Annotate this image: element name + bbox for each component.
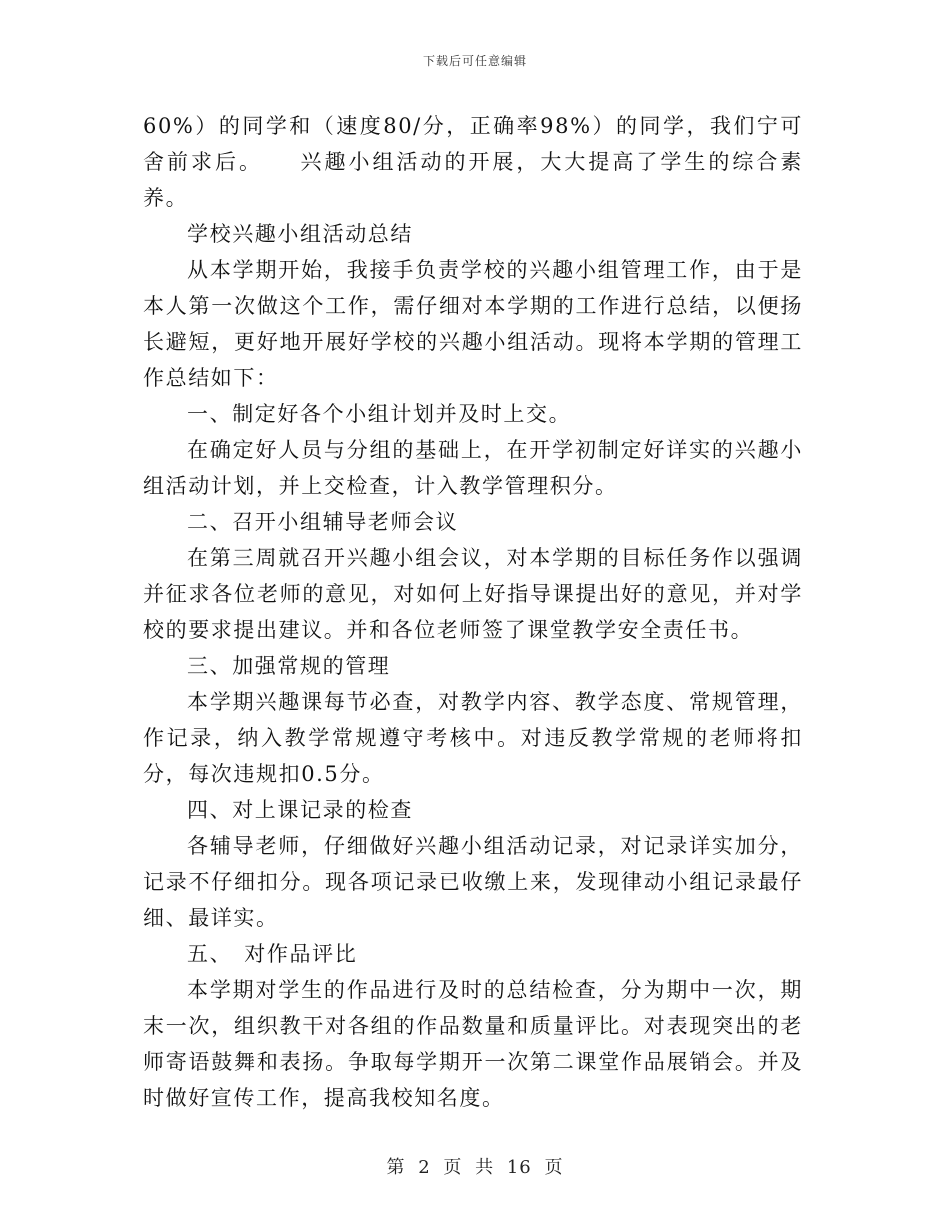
page-number-footer: 第 2 页 共 16 页 [386,1157,564,1178]
section-heading-4: 四、对上课记录的检查 [187,798,413,822]
section-body-3: 本学期兴趣课每节必查，对教学内容、教学态度、常规管理，作记录，纳入教学常规遵守考核中。对违反教学常规的老师将扣分，每次违规扣0.5分。 [143,690,803,786]
paragraph-intro: 从本学期开始，我接手负责学校的兴趣小组管理工作，由于是本人第一次做这个工作，需仔细对本学期的工作进行总结，以便扬长避短，更好地开展好学校的兴趣小组活动。现将本学期的管理工作总结如下： [143,258,803,390]
section-heading-1: 一、制定好各个小组计划并及时上交。 [187,402,572,426]
section-heading-3: 三、加强常规的管理 [187,654,391,678]
section-body-2: 在第三周就召开兴趣小组会议，对本学期的目标任务作以强调并征求各位老师的意见，对如何上好指导课提出好的意见，并对学校的要求提出建议。并和各位老师签了课堂教学安全责任书。 [143,546,803,642]
document-title: 学校兴趣小组活动总结 [187,222,413,246]
section-heading-2: 二、召开小组辅导老师会议 [187,510,459,534]
section-body-5: 本学期对学生的作品进行及时的总结检查，分为期中一次，期末一次，组织教干对各组的作品数量和质量评比。对表现突出的老师寄语鼓舞和表扬。争取每学期开一次第二课堂作品展销会。并及时做好宣传工作，提高我校知名度。 [143,978,803,1110]
section-body-1: 在确定好人员与分组的基础上，在开学初制定好详实的兴趣小组活动计划，并上交检查，计入教学管理积分。 [143,438,803,498]
page-header: 下载后可任意编辑 [422,54,527,68]
section-heading-5: 五、 对作品评比 [187,942,358,966]
paragraph-continuation: 60%）的同学和（速度80/分，正确率98%）的同学，我们宁可舍前求后。 兴趣小组活动的开展，大大提高了学生的综合素养。 [143,114,803,210]
section-body-4: 各辅导老师，仔细做好兴趣小组活动记录，对记录详实加分，记录不仔细扣分。现各项记录已收缴上来，发现律动小组记录最仔细、最详实。 [143,834,803,930]
document-body [143,108,803,1116]
